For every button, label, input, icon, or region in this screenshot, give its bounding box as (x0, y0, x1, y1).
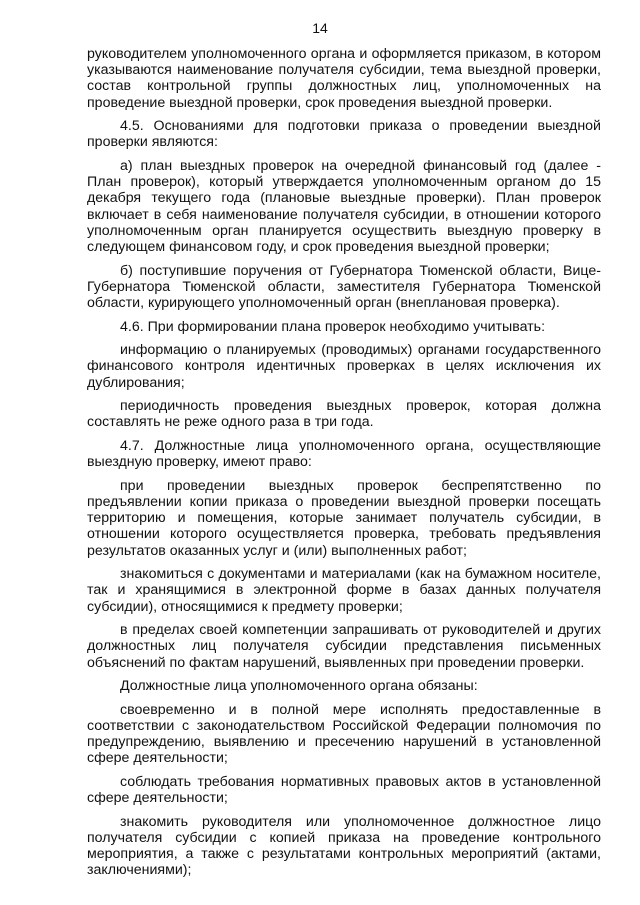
paragraph-4-7-right-1: при проведении выездных проверок беспрепятственно по предъявлении копии приказа о проведении выездной проверки посещать территорию и помещения, которые занимает получатель субсидии, в отношении которого осуществляется проверка, требовать предъявления результатов оказанных услуг и (или) выполненных работ; (87, 477, 601, 559)
paragraph-4-5: 4.5. Основаниями для подготовки приказа о проведении выездной проверки являются: (87, 118, 601, 151)
paragraph-obligations-heading: Должностные лица уполномоченного органа обязаны: (120, 678, 478, 695)
paragraph-continuation: руководителем уполномоченного органа и оформляется приказом, в котором указываются наименование получателя субсидии, тема выездной проверки, состав контрольной группы должностных лиц, уполномоченных на проведение выездной проверки, срок проведения выездной проверки. (87, 46, 601, 111)
document-body (87, 46, 601, 886)
paragraph-4-5-b: б) поступившие поручения от Губернатора Тюменской области, Вице-Губернатора Тюменской области, заместителя Губернатора Тюменской области, курирующего уполномоченный орган (внеплановая проверка). (87, 262, 601, 312)
paragraph-4-6: 4.6. При формировании плана проверок необходимо учитывать: (120, 318, 546, 335)
paragraph-4-7-right-2: знакомиться с документами и материалами (как на бумажном носителе, так и хранящимися в электронной форме в базах данных получателя субсидии), относящимися к предмету проверки; (87, 566, 601, 615)
paragraph-4-7: 4.7. Должностные лица уполномоченного органа, осуществляющие выездную проверку, имеют право: (87, 438, 601, 471)
paragraph-4-6-item-1: информацию о планируемых (проводимых) органами государственного финансового контроля идентичных проверках в целях исключения их дублирования; (87, 342, 601, 391)
paragraph-4-7-right-3: в пределах своей компетенции запрашивать от руководителей и других должностных лиц получателя субсидии представления письменных объяснений по фактам нарушений, выявленных при проведении проверки. (87, 622, 601, 671)
page-number: 14 (312, 20, 328, 36)
paragraph-obligation-1: своевременно и в полной мере исполнять предоставленные в соответствии с законодательством Российской Федерации полномочия по предупреждению, выявлению и пресечению нарушений в установленной сфере деятельности; (87, 701, 601, 767)
paragraph-4-6-item-2: периодичность проведения выездных проверок, которая должна составлять не реже одного раза в три года. (87, 398, 601, 431)
paragraph-obligation-2: соблюдать требования нормативных правовых актов в установленной сфере деятельности; (87, 774, 601, 807)
paragraph-obligation-3: знакомить руководителя или уполномоченное должностное лицо получателя субсидии с копией приказа на проведение контрольного мероприятия, а также с результатами контрольных мероприятий (актами, заключениями); (87, 813, 601, 879)
paragraph-4-5-a: а) план выездных проверок на очередной финансовый год (далее - План проверок), который утверждается уполномоченным органом до 15 декабря текущего года (плановые выездные проверки). План проверок включает в себя наименование получателя субсидии, в отношении которого уполномоченным орган планируется осуществить выездную проверку в следующем финансовом году, и срок проведения выездной проверки; (87, 158, 601, 256)
